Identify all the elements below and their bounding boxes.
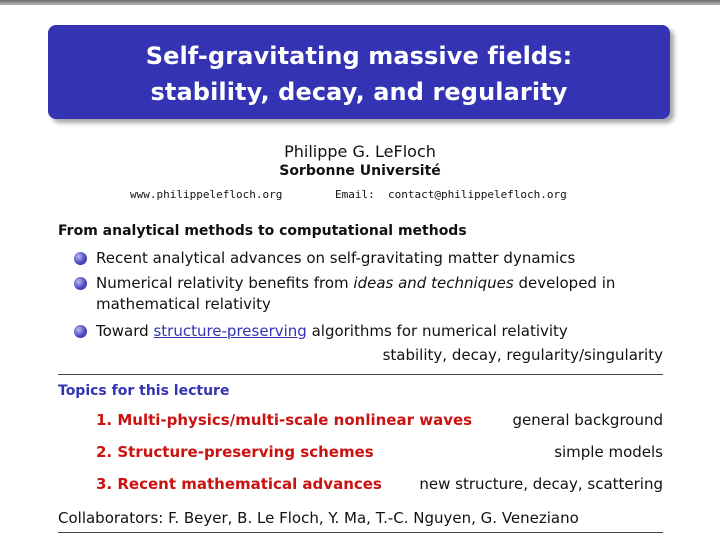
title-line-2: stability, decay, and regularity (150, 78, 568, 106)
topics-title: Topics for this lecture (58, 383, 230, 399)
author-affiliation: Sorbonne Université (279, 163, 441, 179)
bullet-text-3 (96, 321, 568, 342)
bullet-3-end: algorithms for numerical relativity (306, 322, 568, 340)
bullet-2-emphasis: ideas and techniques (353, 274, 514, 292)
email-contact[interactable]: Email: contact@philippelefloch.org (335, 188, 567, 201)
divider-bottom (58, 532, 663, 533)
bullet-icon (74, 325, 87, 338)
structure-preserving-link[interactable]: structure-preserving (153, 322, 307, 340)
topic-2-note: simple models (554, 443, 663, 461)
section-title: From analytical methods to computational methods (58, 223, 467, 239)
divider-top (58, 374, 663, 375)
bullet-text-2 (96, 273, 656, 315)
title-box (48, 25, 670, 119)
bullet-icon (74, 277, 87, 290)
website-link[interactable]: www.philippelefloch.org (130, 188, 283, 201)
top-border (0, 0, 720, 5)
bullet-3-start: Toward (96, 322, 154, 340)
topic-1-note: general background (512, 411, 663, 429)
topic-2-label: 2. Structure-preserving schemes (96, 443, 374, 461)
bullet-2-end: developed in mathematical relativity (96, 274, 616, 313)
bullet-3-note: stability, decay, regularity/singularity (382, 346, 663, 364)
topic-3-note: new structure, decay, scattering (419, 475, 663, 493)
author-name: Philippe G. LeFloch (284, 142, 436, 161)
title-line-1: Self-gravitating massive fields: (145, 42, 573, 70)
topic-1-label: 1. Multi-physics/multi-scale nonlinear waves (96, 411, 473, 429)
collaborators: Collaborators: F. Beyer, B. Le Floch, Y. Ma, T.-C. Nguyen, G. Veneziano (58, 509, 579, 527)
bullet-icon (74, 252, 87, 265)
bullet-2-start: Numerical relativity benefits from (96, 274, 354, 292)
bullet-text-1: Recent analytical advances on self-gravitating matter dynamics (96, 249, 576, 267)
topic-3-label: 3. Recent mathematical advances (96, 475, 382, 493)
